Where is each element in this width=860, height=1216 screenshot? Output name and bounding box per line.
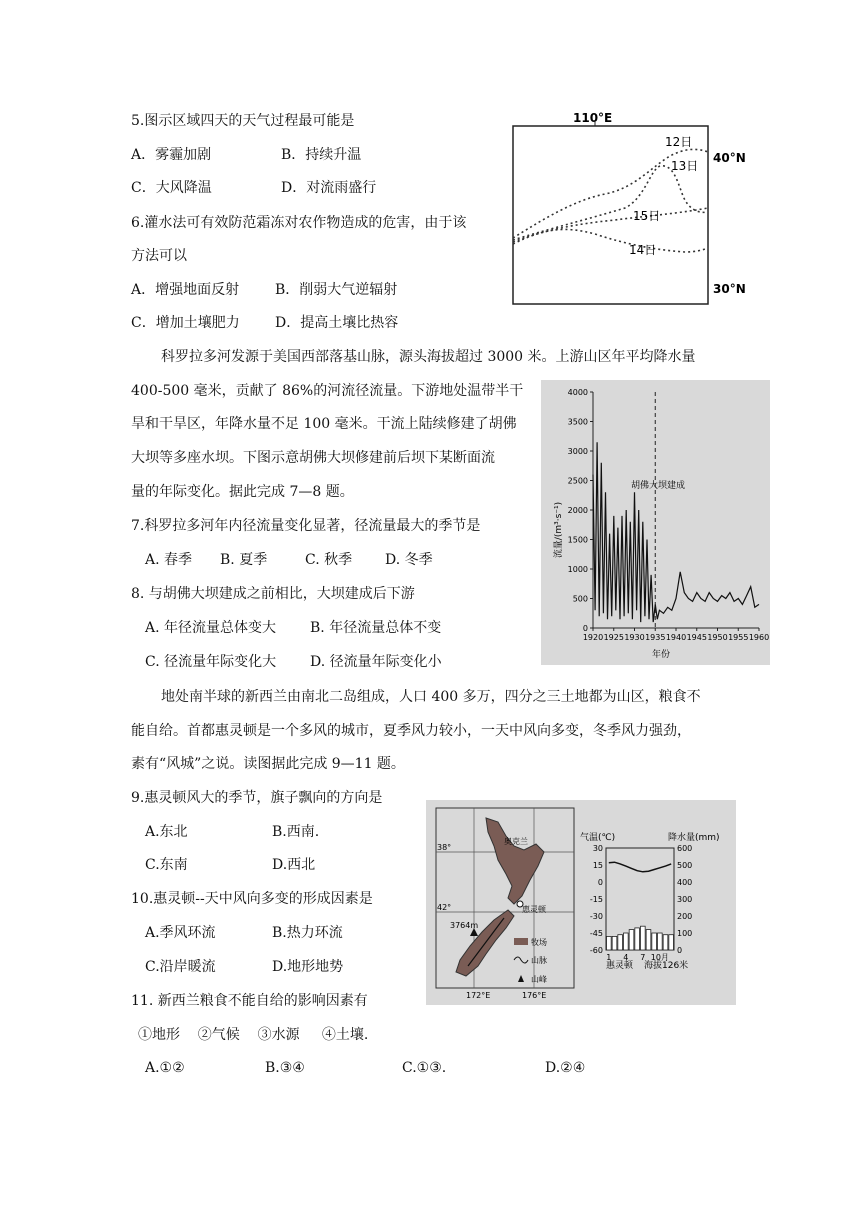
- precip-axis-label: 降水量(mm): [668, 833, 720, 843]
- lon-172-label: 172°E: [466, 991, 491, 1000]
- precip-bar: [646, 930, 651, 950]
- q11-option-c: C.①③.: [402, 1060, 447, 1076]
- passage1-line5: 量的年际变化。据此完成 7—8 题。: [131, 484, 354, 500]
- q8-option-b: B. 年径流量总体不变: [310, 620, 442, 636]
- temp-tick-label: -45: [589, 929, 603, 938]
- lat-42-label: 42°: [437, 903, 452, 912]
- climate-chart: [576, 800, 736, 1005]
- precip-bar: [607, 936, 612, 950]
- q7-option-b: B. 夏季: [220, 552, 268, 568]
- flow-xtick-label: 1960: [748, 633, 770, 642]
- flow-ytick-label: 4000: [567, 388, 588, 397]
- flow-xtick-label: 1935: [645, 633, 666, 642]
- flow-xtick-label: 1930: [624, 633, 645, 642]
- q10-option-a: A.季风环流: [145, 925, 216, 941]
- q7-option-a: A. 春季: [145, 552, 193, 568]
- q6-option-c: C．增加土壤肥力: [131, 315, 240, 331]
- q6-stem-line1: 6.灌水法可有效防范霜冻对农作物造成的危害，由于该: [131, 215, 467, 231]
- precip-tick-label: 500: [677, 861, 693, 870]
- passage2-line3: 素有“风城”之说。读图据此完成 9—11 题。: [131, 756, 405, 772]
- flow-ytick-label: 3000: [567, 447, 588, 456]
- month-tick-label: 7: [640, 953, 646, 962]
- q11-option-a: A.①②: [145, 1060, 185, 1076]
- flow-xlabel: 年份: [651, 650, 671, 660]
- front-map-figure: [505, 108, 765, 308]
- front-map-frame: [513, 126, 708, 304]
- q5-option-d: D．对流雨盛行: [281, 180, 377, 196]
- q6-option-d: D．提高土壤比热容: [275, 315, 399, 331]
- precip-tick-label: 400: [677, 878, 693, 887]
- q9-stem: 9.惠灵顿风大的季节，旗子飘向的方向是: [131, 790, 383, 806]
- precip-bar: [669, 935, 674, 950]
- legend-pasture-swatch: [514, 938, 528, 945]
- temp-tick-label: 15: [592, 861, 603, 870]
- q11-stem: 11. 新西兰粮食不能自给的影响因素有: [131, 993, 368, 1009]
- lon-label: 110°E: [573, 111, 613, 125]
- flow-ytick-label: 2000: [567, 506, 588, 515]
- flow-chart: [541, 380, 770, 665]
- curve-label-15: 15日: [633, 209, 661, 223]
- temp-axis-label: 气温(℃): [580, 833, 616, 843]
- precip-bar: [635, 928, 640, 950]
- precip-bar: [658, 933, 663, 950]
- legend-peak-label: 山峰: [531, 975, 547, 984]
- q8-option-a: A. 年径流量总体变大: [145, 620, 277, 636]
- q7-option-c: C. 秋季: [305, 552, 353, 568]
- q5-option-c: C．大风降温: [131, 180, 212, 196]
- precip-tick-label: 300: [677, 895, 693, 904]
- flow-xtick-label: 1955: [728, 633, 749, 642]
- climate-caption-alt: 海拔126米: [644, 961, 689, 971]
- q7-option-d: D. 冬季: [385, 552, 433, 568]
- q5-option-b: B．持续升温: [281, 147, 362, 163]
- flow-ytick-label: 1000: [567, 565, 588, 574]
- passage1-line2: 400-500 毫米，贡献了 86%的河流径流量。下游地处温带半干: [131, 383, 524, 399]
- passage1-line3: 旱和干旱区，年降水量不足 100 毫米。干流上陆续修建了胡佛: [131, 416, 517, 432]
- q8-stem: 8. 与胡佛大坝建成之前相比，大坝建成后下游: [131, 586, 415, 602]
- precip-tick-label: 0: [677, 946, 683, 955]
- lat-bottom-label: 30°N: [713, 282, 746, 296]
- climate-caption-city: 惠灵顿: [606, 961, 634, 971]
- q6-option-b: B．削弱大气逆辐射: [275, 282, 398, 298]
- temp-tick-label: 30: [592, 844, 603, 853]
- flow-ytick-label: 2500: [567, 476, 588, 486]
- temp-tick-label: -60: [589, 946, 603, 955]
- q10-option-d: D.地形地势: [272, 959, 344, 975]
- q10-option-c: C.沿岸暖流: [145, 959, 216, 975]
- q6-stem-line2: 方法可以: [131, 248, 187, 264]
- passage1-line1: 科罗拉多河发源于美国西部落基山脉，源头海拔超过 3000 米。上游山区年平均降水量: [161, 349, 696, 365]
- precip-tick-label: 600: [677, 844, 693, 853]
- flow-xtick-label: 1940: [665, 633, 687, 642]
- flow-series-line: [593, 442, 759, 622]
- q9-option-c: C.东南: [145, 857, 188, 873]
- flow-ytick-label: 1500: [567, 535, 588, 545]
- passage2-line2: 能自给。首都惠灵顿是一个多风的城市，夏季风力较小，一天中风向多变，冬季风力强劲，: [131, 723, 691, 739]
- q10-stem: 10.惠灵顿--天中风向多变的形成因素是: [131, 891, 373, 907]
- precip-bar: [663, 935, 668, 950]
- q5-stem: 5.图示区域四天的天气过程最可能是: [131, 113, 355, 129]
- passage2-line1: 地处南半球的新西兰由南北二岛组成，人口 400 多万，四分之三土地都为山区，粮食不: [161, 689, 701, 705]
- precip-tick-label: 200: [677, 912, 693, 921]
- city-auckland-label: 奥克兰: [504, 837, 528, 846]
- peak-label: 3764m: [450, 921, 479, 930]
- lat-top-label: 40°N: [713, 151, 746, 165]
- q5-option-a: A．雾霾加剧: [131, 147, 212, 163]
- passage1-line4: 大坝等多座水坝。下图示意胡佛大坝修建前后坝下某断面流: [131, 450, 495, 466]
- precip-bar: [652, 933, 657, 950]
- month-tick-label: 1: [606, 953, 612, 962]
- lat-38-label: 38°: [437, 843, 452, 852]
- month-tick-label: 10月: [650, 953, 669, 962]
- precip-bar: [618, 935, 623, 950]
- q11-option-d: D.②④: [545, 1060, 586, 1076]
- precip-tick-label: 100: [677, 929, 693, 938]
- legend-mountain-label: 山脉: [531, 956, 547, 965]
- flow-ytick-label: 0: [582, 624, 588, 633]
- q8-option-c: C. 径流量年际变化大: [145, 654, 277, 670]
- q9-option-d: D.西北: [272, 857, 316, 873]
- flow-xtick-label: 1950: [707, 633, 728, 642]
- lon-176-label: 176°E: [522, 991, 547, 1000]
- flow-xtick-label: 1920: [582, 633, 604, 642]
- flow-annotation: 胡佛大坝建成: [631, 481, 686, 491]
- legend-pasture-label: 牧场: [531, 938, 547, 947]
- q6-option-a: A．增强地面反射: [131, 282, 240, 298]
- q11-items: ①地形 ②气候 ③水源 ④土壤.: [138, 1027, 369, 1043]
- precip-bar: [641, 926, 646, 950]
- temp-tick-label: -15: [589, 895, 603, 904]
- temperature-line: [609, 862, 671, 872]
- flow-ytick-label: 500: [572, 594, 588, 604]
- temp-tick-label: 0: [597, 878, 603, 887]
- flow-xtick-label: 1925: [603, 633, 624, 642]
- nz-map: [426, 800, 586, 1005]
- flow-ytick-label: 3500: [567, 417, 588, 427]
- flow-ylabel: 流量/(m³·s⁻¹): [554, 501, 564, 559]
- legend-mountain-icon: [514, 957, 528, 963]
- q9-option-a: A.东北: [145, 824, 188, 840]
- curve-label-13: 13日: [671, 159, 699, 173]
- city-wellington-label: 惠灵顿: [522, 905, 546, 914]
- temp-tick-label: -30: [589, 912, 603, 921]
- precip-bar: [624, 933, 629, 950]
- flow-xtick-label: 1945: [686, 633, 707, 642]
- month-tick-label: 4: [623, 953, 629, 962]
- q9-option-b: B.西南.: [272, 824, 320, 840]
- q10-option-b: B.热力环流: [272, 925, 343, 941]
- curve-label-12: 12日: [665, 135, 693, 149]
- precip-bar: [629, 930, 634, 950]
- q11-option-b: B.③④: [265, 1060, 305, 1076]
- q7-stem: 7.科罗拉多河年内径流量变化显著，径流量最大的季节是: [131, 518, 481, 534]
- q8-option-d: D. 径流量年际变化小: [310, 654, 442, 670]
- north-island: [486, 818, 544, 904]
- curve-label-14: 14日: [629, 243, 657, 257]
- legend-peak-icon: [518, 975, 524, 982]
- precip-bar: [612, 936, 617, 950]
